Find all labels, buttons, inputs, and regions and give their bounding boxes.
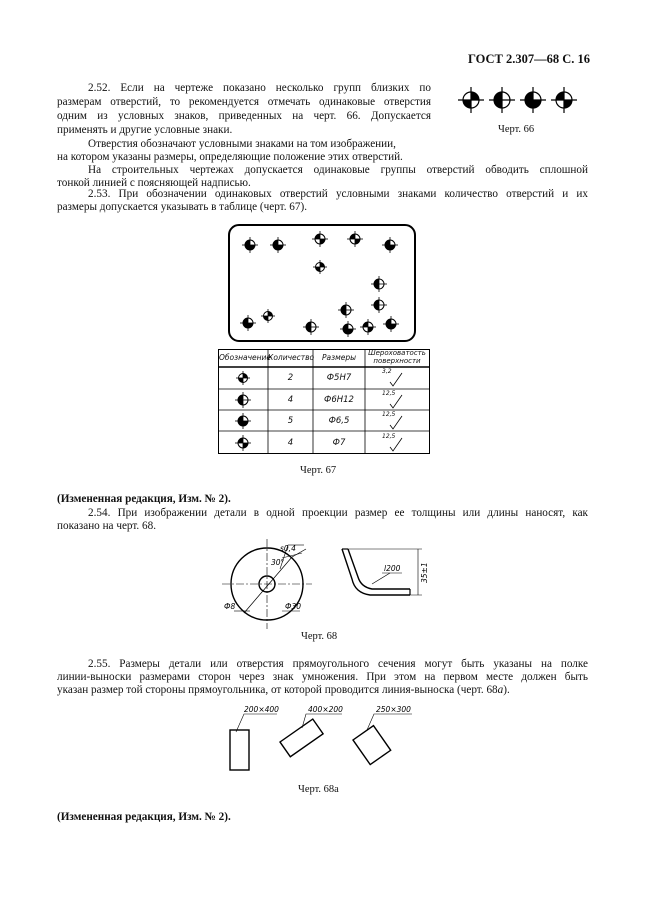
- p255-line1: 2.55. Размеры детали или отверстия прямоугольного сечения могут быть указаны на полке: [88, 658, 588, 670]
- p252-line6: на котором указаны размеры, определяющие положение этих отверстий.: [57, 151, 403, 163]
- p252-line1: 2.52. Если на чертеже показано несколько групп близких по: [88, 82, 431, 94]
- fig68a-label-3: 250×300: [376, 705, 411, 714]
- fig68a-label-1: 200×400: [244, 705, 279, 714]
- note-amended-2: (Измененная редакция, Изм. № 2).: [57, 811, 231, 823]
- row3-count: 5: [287, 416, 294, 426]
- row2-rough: 12,5: [382, 390, 396, 397]
- row3-rough: 12,5: [382, 411, 396, 418]
- p255-line2: линии-выноски размерами сторон через знак умножения. При этом на первом месте должен быть: [57, 671, 588, 683]
- fig67-plate: [228, 224, 418, 344]
- row4-count: 4: [287, 438, 294, 448]
- fig68-length-label: l200: [384, 564, 401, 573]
- p252-line8: тонкой линией с поясняющей надписью.: [57, 177, 251, 189]
- th-designation: Обозначение: [219, 353, 272, 362]
- fig68-height-label: 35±1: [420, 562, 429, 583]
- fig68a-drawing: [222, 702, 432, 782]
- row2-count: 4: [287, 395, 294, 405]
- page-header: ГОСТ 2.307—68 С. 16: [467, 52, 590, 66]
- p252-line5: Отверстия обозначают условными знаками на том изображении,: [88, 138, 396, 150]
- th-count: Количество: [268, 353, 315, 362]
- p253-line1: 2.53. При обозначении одинаковых отверстий условными знаками количество отверстий и их: [88, 188, 588, 200]
- th-size: Размеры: [321, 353, 357, 362]
- fig68-s-label: s0,4: [280, 544, 296, 553]
- p252-line2: размерам отверстий, то рекомендуется отмечать одинаковые отверстия: [57, 96, 431, 108]
- row1-size: Ф5Н7: [326, 373, 352, 383]
- fig68-d8-label: Ф8: [224, 602, 236, 611]
- fig68-d30-label: Ф30: [285, 602, 301, 611]
- note-amended-1: (Измененная редакция, Изм. № 2).: [57, 493, 231, 505]
- fig66-caption: Черт. 66: [498, 124, 535, 135]
- p254-line1: 2.54. При изображении детали в одной проекции размер ее толщины или длины наносят, как: [88, 507, 588, 519]
- fig68-caption: Черт. 68: [301, 631, 338, 642]
- row1-count: 2: [287, 373, 294, 383]
- row1-rough: 3,2: [382, 368, 392, 375]
- fig68-drawing: [222, 535, 429, 620]
- row2-size: Ф6Н12: [324, 395, 354, 405]
- fig67-table: [218, 349, 430, 454]
- th-roughness: Шероховатость поверхности: [368, 349, 426, 365]
- fig68-angle-label: 30°: [271, 558, 285, 567]
- p252-line3: одним из условных знаков, приведенных на черт. 66. Допускается: [57, 110, 431, 122]
- fig67-caption: Черт. 67: [300, 465, 337, 476]
- p254-line2: показано на черт. 68.: [57, 520, 156, 532]
- row4-size: Ф7: [332, 438, 346, 448]
- p253-line2: размеры допускается указывать в таблице (черт. 67).: [57, 201, 308, 213]
- p252-line7: На строительных чертежах допускается одинаковые группы отверстий обводить сплошной: [88, 164, 588, 176]
- row3-size: Ф6,5: [328, 416, 350, 426]
- row4-rough: 12,5: [382, 433, 396, 440]
- fig68a-caption: Черт. 68а: [298, 784, 339, 795]
- p252-line4: применять и другие условные знаки.: [57, 124, 233, 136]
- fig68a-label-2: 400×200: [308, 705, 343, 714]
- p255-line3: указан размер той стороны прямоугольника, от которой проводится линия-выноска (черт. 68а).: [57, 684, 510, 696]
- fig66-symbols: [455, 85, 580, 115]
